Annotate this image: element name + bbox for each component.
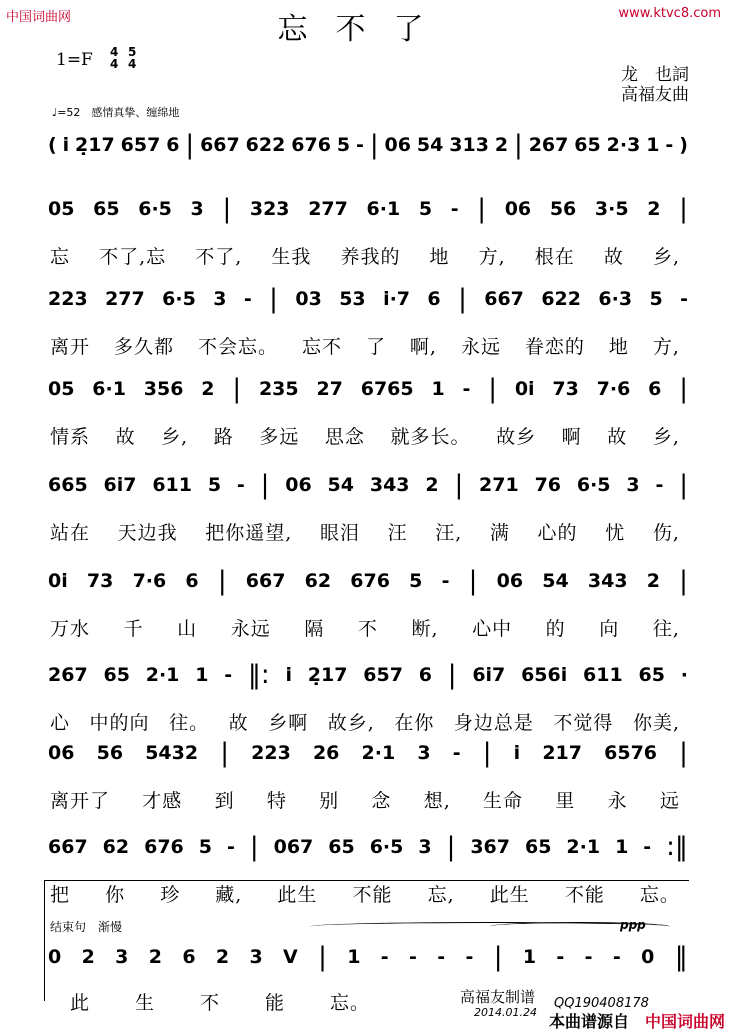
note-group: 2 [148, 946, 162, 968]
note-group: 3 [418, 836, 432, 858]
coda-lyric [70, 988, 370, 1015]
note-group: i [513, 742, 521, 764]
note-group: 667 [484, 288, 524, 310]
note-group: 05 [48, 378, 75, 400]
lyric-word: 永 [607, 790, 628, 812]
lyric-word: 乡, [161, 426, 189, 448]
note-group: 271 [479, 474, 519, 496]
lyric-word: 特 [266, 790, 287, 812]
lyric-row [50, 242, 680, 269]
lyric-word: 心中 [472, 618, 513, 640]
lyric-row [50, 614, 680, 641]
note-group: 6 [427, 288, 441, 310]
composer: 高福友曲 [621, 85, 689, 105]
note-group: 1 [347, 946, 361, 968]
barline: | [318, 942, 327, 972]
lyric-word: 眼泪 [319, 522, 360, 544]
note-group: 06 [496, 570, 524, 592]
lyric-word: 啊, [409, 336, 437, 358]
note-group: 1 [646, 134, 660, 156]
note-group: 313 [449, 134, 489, 156]
note-group: 5 [198, 836, 212, 858]
lyric-word: 伤, [652, 522, 680, 544]
meter-a: 4 4 [110, 45, 119, 71]
note-group: 65 [103, 664, 130, 686]
note-group: 3 [249, 946, 263, 968]
note-group: 622 [245, 134, 286, 156]
meter-b: 5 4 [128, 45, 137, 71]
notation-row [48, 738, 688, 768]
barline: | [369, 130, 379, 160]
lyric-word: 隔 [304, 618, 325, 640]
note-group: 0i [48, 570, 68, 592]
barline: | [679, 374, 688, 404]
lyric-word: 方, [652, 336, 680, 358]
note-group: - [584, 946, 593, 968]
lyric-word: 生命 [483, 790, 524, 812]
coda-notes [48, 942, 688, 972]
note-group: 656i [521, 664, 568, 686]
lyric-word: 到 [214, 790, 235, 812]
lyric-word: 根在 [534, 246, 575, 268]
note-group: 3·5 [594, 198, 629, 220]
note-group: - [224, 664, 233, 686]
barline: | [220, 738, 229, 768]
lyric-word: 在你 [394, 712, 435, 734]
note-group: 223 [251, 742, 291, 764]
footer-credit: 高福友制谱 [460, 988, 536, 1006]
note-group: - [356, 134, 364, 156]
lyric-word: 不 [199, 992, 220, 1014]
lyric-word: 把你遥望, [205, 522, 293, 544]
lyricist: 龙 也詞 [621, 65, 689, 85]
note-group: 53 [339, 288, 366, 310]
lyric-word: 远 [659, 790, 680, 812]
lyric-word: 心 [50, 712, 71, 734]
barline: | [679, 470, 688, 500]
note-group: 067 [273, 836, 314, 858]
note-group: 611 [583, 664, 623, 686]
lyric-word: 忘 [50, 246, 71, 268]
barline: | [454, 470, 464, 500]
note-group: 6·5 [369, 836, 404, 858]
lyric-word: 身边总是 [453, 712, 534, 734]
note-group: 2̣17 [307, 664, 348, 686]
note-group: - [665, 134, 674, 156]
barline: | [488, 374, 497, 404]
note-group: 1 [195, 664, 209, 686]
note-group: 76 [534, 474, 562, 496]
note-group: 73 [552, 378, 579, 400]
note-group: - [643, 836, 652, 858]
note-group: 03 [295, 288, 322, 310]
lyric-word: 不能 [564, 884, 605, 906]
note-group: 6·5 [138, 198, 172, 220]
notation-row [48, 284, 688, 314]
watermark-left: 中国词曲网 [6, 10, 72, 25]
note-group: 367 [470, 836, 510, 858]
lyric-word: 生我 [271, 246, 312, 268]
note-group: 6576 [604, 742, 658, 764]
lyric-row [50, 708, 680, 735]
note-group: 27 [316, 378, 343, 400]
note-group: i [62, 134, 70, 156]
note-group: 2 [494, 134, 509, 156]
lyric-word: 忘不 [301, 336, 342, 358]
note-group: 3 [626, 474, 640, 496]
lyric-word: 眷恋的 [524, 336, 585, 358]
note-group: 5432 [145, 742, 199, 764]
lyric-word: 路 [213, 426, 234, 448]
lyric-word: 离开 [50, 336, 91, 358]
note-group: 06 [285, 474, 312, 496]
slur [490, 922, 670, 931]
note-group: 323 [249, 198, 290, 220]
lyric-word: 断, [411, 618, 439, 640]
note-group: 277 [308, 198, 348, 220]
lyric-word: 把 [50, 884, 71, 906]
note-group: - [452, 742, 461, 764]
note-group: 611 [152, 474, 192, 496]
note-group: 0i [514, 378, 535, 400]
barline: | [679, 566, 688, 596]
note-group: 62 [102, 836, 130, 858]
note-group: 5 [649, 288, 663, 310]
notation-row [48, 832, 688, 862]
lyric-word: 故 [228, 712, 249, 734]
note-group: 3 [213, 288, 227, 310]
note-group: 56 [96, 742, 124, 764]
lyric-word: 忧 [605, 522, 626, 544]
note-group: - [441, 570, 450, 592]
bottom-brand: 本曲谱源自 中国词曲网 [548, 1012, 725, 1031]
barline: :‖ [666, 832, 688, 862]
lyric-word: 汪 [387, 522, 408, 544]
lyric-word: 忘。 [329, 992, 370, 1014]
note-group: ( [48, 134, 57, 156]
note-group: - [465, 946, 474, 968]
lyric-word: 不会忘。 [197, 336, 278, 358]
note-group: 676 [291, 134, 331, 156]
note-group: 65 [93, 198, 120, 220]
lyric-word: 离开了 [50, 790, 111, 812]
note-group: 56 [549, 198, 577, 220]
note-group: 356 [143, 378, 184, 400]
barline: | [477, 194, 487, 224]
lyric-row [50, 332, 680, 359]
note-group: 2·1 [566, 836, 601, 858]
note-group: 3 [115, 946, 129, 968]
note-group: 06 [504, 198, 532, 220]
note-group: 6i7 [472, 664, 506, 686]
coda-frame [44, 880, 689, 1001]
note-group: 6·3 [598, 288, 633, 310]
note-group: 622 [541, 288, 581, 310]
note-group: - [243, 288, 252, 310]
notation-row [48, 194, 688, 224]
note-group: ) [679, 134, 688, 156]
note-group: 6 [182, 946, 196, 968]
note-group: 3 [190, 198, 204, 220]
watermark-right: www.ktvc8.com [618, 6, 721, 21]
coda-dynamic: ppp [620, 918, 646, 932]
lyric-word: 思念 [324, 426, 365, 448]
note-group: 6·5 [162, 288, 196, 310]
barline: | [447, 660, 457, 690]
note-group: 5 [336, 134, 351, 156]
note-group: 05 [48, 198, 75, 220]
note-group: 217 [542, 742, 582, 764]
lyric-word: 多远 [259, 426, 300, 448]
note-group: 1 [615, 836, 629, 858]
barline: | [468, 566, 478, 596]
barline: | [217, 566, 227, 596]
lyric-word: 不了, [195, 246, 243, 268]
lyric-word: 故乡 [496, 426, 537, 448]
note-group: 2̣17 [75, 134, 115, 156]
notation-row [48, 374, 688, 404]
note-group: 2·1 [361, 742, 396, 764]
note-group: 657 [363, 664, 403, 686]
lyric-word: 才感 [142, 790, 183, 812]
lyric-word: 往, [652, 618, 680, 640]
lyric-word: 站在 [50, 522, 91, 544]
note-group: 6 [418, 664, 432, 686]
lyric-word: 别 [319, 790, 340, 812]
note-group: 2 [647, 198, 661, 220]
note-group: 676 [144, 836, 184, 858]
lyric-word: 你美, [632, 712, 680, 734]
note-group: 06 [384, 134, 411, 156]
lyric-word: 珍 [160, 884, 181, 906]
lyric-word: 不能 [352, 884, 393, 906]
note-group: 2 [425, 474, 439, 496]
notation-row [48, 130, 688, 160]
lyric-word: 千 [123, 618, 144, 640]
note-group: 65 [328, 836, 355, 858]
lyric-word: 心的 [537, 522, 578, 544]
lyric-word: 想, [423, 790, 451, 812]
lyric-word: 地 [608, 336, 629, 358]
note-group: 267 [48, 664, 88, 686]
note-group: 6·5 [576, 474, 611, 496]
note-group: 62 [304, 570, 332, 592]
note-group: 3 [417, 742, 431, 764]
note-group: 2·1 [145, 664, 180, 686]
note-group: 267 [528, 134, 569, 156]
lyric-word: 能 [264, 992, 285, 1014]
note-group: 667 [48, 836, 88, 858]
lyric-row [50, 422, 680, 449]
lyric-word: 不觉得 [553, 712, 614, 734]
notation-row [48, 470, 688, 500]
note-group: 5 [409, 570, 423, 592]
lyric-word: 此 [70, 992, 91, 1014]
note-group: 665 [48, 474, 88, 496]
lyric-word: 忘, [427, 884, 455, 906]
note-group: 1 [522, 946, 537, 968]
note-group: 65 [574, 134, 601, 156]
barline: | [446, 832, 456, 862]
lyric-word: 就多长。 [390, 426, 471, 448]
note-group: - [612, 946, 621, 968]
note-group: 54 [416, 134, 444, 156]
barline: | [679, 194, 688, 224]
note-group: 7·6 [132, 570, 167, 592]
note-group: 2·3 [606, 134, 641, 156]
note-group: - [437, 946, 446, 968]
lyric-word: 乡, [652, 246, 680, 268]
note-group: 343 [369, 474, 410, 496]
note-group: 1 [431, 378, 445, 400]
lyric-word: 万水 [50, 618, 91, 640]
lyric-word: 地 [429, 246, 450, 268]
note-group: 65 [638, 664, 665, 686]
note-group: 54 [542, 570, 569, 592]
lyric-word: 不了,忘 [99, 246, 167, 268]
barline: ‖ [674, 942, 688, 972]
barline: | [222, 194, 232, 224]
lyric-word: 天边我 [117, 522, 178, 544]
barline: | [269, 284, 278, 314]
note-group: i·7 [383, 288, 411, 310]
note-group: 2 [215, 946, 230, 968]
note-group: 676 [350, 570, 390, 592]
note-group: 657 [120, 134, 161, 156]
lyric-word: 故乡, [327, 712, 375, 734]
note-group: 6·1 [366, 198, 401, 220]
lyric-word: 不 [357, 618, 378, 640]
note-group: 6i7 [103, 474, 137, 496]
note-group: 5 [207, 474, 222, 496]
lyric-word: 满 [489, 522, 510, 544]
footer-date: 2014.01.24 [474, 1006, 537, 1019]
lyric-word: 往。 [169, 712, 210, 734]
note-group: 6 [185, 570, 199, 592]
note-group: 65 [524, 836, 552, 858]
note-group: · [680, 664, 688, 686]
note-group: 06 [48, 742, 75, 764]
coda-label: 结束句 渐慢 [50, 920, 123, 934]
lyric-row [50, 518, 680, 545]
lyric-word: 乡啊 [268, 712, 309, 734]
lyric-word: 故 [603, 246, 624, 268]
lyric-word: 忘。 [639, 884, 680, 906]
barline: ‖: [247, 660, 270, 690]
barline: | [482, 738, 492, 768]
lyric-word: 情系 [50, 426, 91, 448]
lyric-word: 向 [599, 618, 620, 640]
note-group: - [655, 474, 664, 496]
lyric-word: 此生 [277, 884, 318, 906]
note-group: 6·1 [92, 378, 126, 400]
lyric-word: 念 [371, 790, 392, 812]
note-group: 73 [86, 570, 114, 592]
barline: | [514, 130, 523, 160]
lyric-word: 里 [555, 790, 576, 812]
note-group: - [236, 474, 245, 496]
note-group: 223 [48, 288, 88, 310]
lyric-word: 生 [134, 992, 155, 1014]
lyric-word: 你 [105, 884, 126, 906]
lyric-word: 故 [607, 426, 628, 448]
note-group: 6 [648, 378, 662, 400]
lyric-word: 乡, [652, 426, 680, 448]
note-group: 343 [587, 570, 628, 592]
tempo-mark: ♩=52 感情真挚、缠绵地 [52, 106, 180, 119]
barline: | [458, 284, 467, 314]
lyric-word: 中的向 [89, 712, 150, 734]
note-group: - [556, 946, 565, 968]
note-group: 2 [646, 570, 660, 592]
note-group: - [226, 836, 235, 858]
footer-qq: QQ190408178 [554, 996, 649, 1011]
lyric-word: 啊 [561, 426, 582, 448]
lyric-word: 多久都 [113, 336, 174, 358]
note-group: 54 [327, 474, 354, 496]
note-group: V [283, 946, 298, 968]
lyric-word: 此生 [489, 884, 530, 906]
note-group: 7·6 [596, 378, 631, 400]
barline: | [249, 832, 259, 862]
note-group: 0 [48, 946, 62, 968]
note-group: - [380, 946, 389, 968]
note-group: 667 [200, 134, 240, 156]
note-group: 667 [245, 570, 286, 592]
lyric-word: 了 [365, 336, 386, 358]
lyric-word: 山 [177, 618, 198, 640]
note-group: 0 [641, 946, 655, 968]
note-group: 5 [418, 198, 433, 220]
lyric-word: 的 [545, 618, 566, 640]
lyric-word: 汪, [435, 522, 463, 544]
barline: | [185, 130, 195, 160]
lyric-word: 永远 [230, 618, 271, 640]
note-group: 2 [201, 378, 215, 400]
lyric-word: 故 [115, 426, 136, 448]
note-group: - [680, 288, 688, 310]
note-group: 6765 [360, 378, 414, 400]
note-group: 277 [105, 288, 145, 310]
barline: | [679, 738, 688, 768]
song-title: 忘不了 [277, 12, 452, 47]
note-group: 26 [312, 742, 340, 764]
note-group: - [409, 946, 417, 968]
note-group: 235 [258, 378, 299, 400]
notation-row [48, 660, 688, 690]
lyric-row [50, 786, 680, 813]
barline: | [260, 470, 270, 500]
notation-row [48, 566, 688, 596]
barline: | [232, 374, 242, 404]
lyric-word: 养我的 [340, 246, 401, 268]
lyric-word: 方, [478, 246, 506, 268]
key-signature: 1=F [56, 50, 93, 70]
lyric-word: 藏, [215, 884, 243, 906]
note-group: 2 [81, 946, 95, 968]
note-group: - [450, 198, 459, 220]
note-group: - [462, 378, 471, 400]
barline: | [493, 942, 503, 972]
note-group: 6 [166, 134, 180, 156]
note-group: i [285, 664, 292, 686]
lyric-word: 永远 [460, 336, 501, 358]
